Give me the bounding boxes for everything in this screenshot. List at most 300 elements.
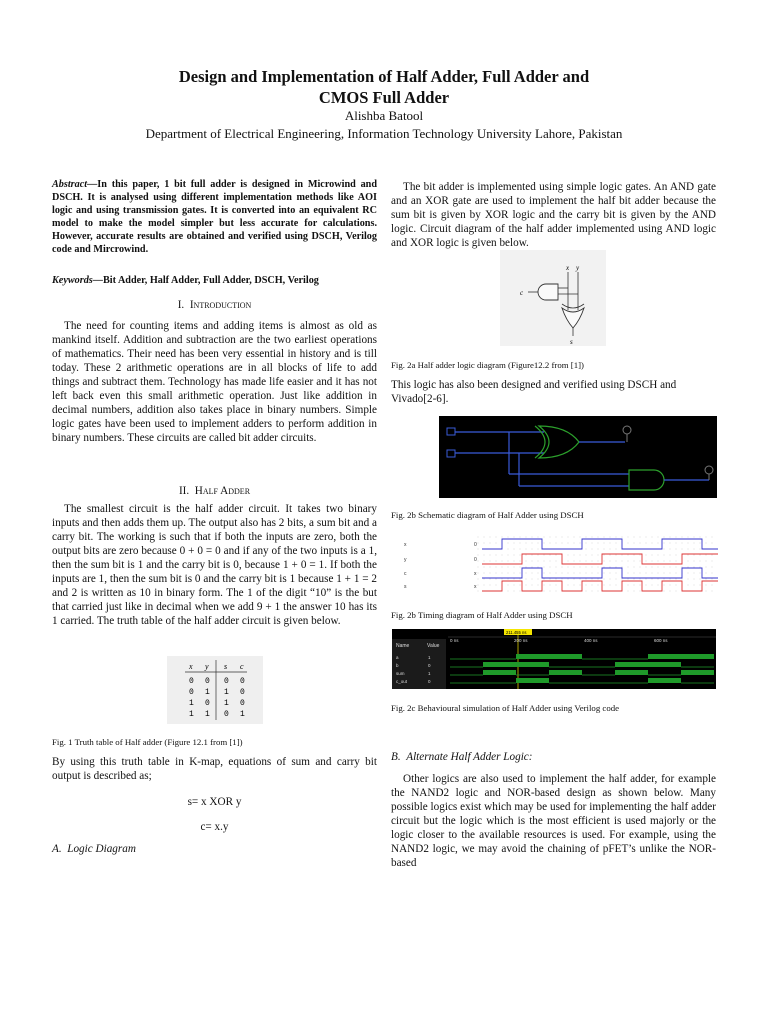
grid-dot — [628, 537, 629, 538]
grid-dot — [676, 591, 677, 592]
grid-dot — [622, 555, 623, 556]
table-cell: 0 — [189, 688, 194, 697]
introduction-paragraph: The need for counting items and adding items is almost as old as mankind itself. Addition and subtraction are the two earliest operations of mathematics. Their need has been very essential in history and is till today. These 2 arithmetic operations are in all blocks of life to add things and subtract them. Technology has made life easier and it has not left back even this small arithmetic operation. Just like addition in decimal numbers, addition also takes place in binary numbers. Simple logic gates have been used to implement adders to perform addition in binary numbers. These circuits are called bit adder circuits. — [52, 320, 377, 444]
grid-dot — [556, 591, 557, 592]
grid-dot — [652, 567, 653, 568]
grid-dot — [700, 555, 701, 556]
signal-name: c_out — [396, 679, 408, 684]
grid-dot — [556, 585, 557, 586]
grid-dot — [670, 537, 671, 538]
signal-name: sum — [396, 671, 405, 676]
grid-dot — [526, 543, 527, 544]
grid-dot — [664, 579, 665, 580]
grid-dot — [646, 573, 647, 574]
grid-dot — [658, 573, 659, 574]
grid-dot — [628, 555, 629, 556]
grid-dot — [664, 543, 665, 544]
grid-dot — [598, 591, 599, 592]
grid-dot — [622, 561, 623, 562]
grid-dot — [568, 561, 569, 562]
grid-dot — [712, 543, 713, 544]
grid-dot — [538, 567, 539, 568]
right-intro-paragraph: The bit adder is implemented using simple logic gates. An AND gate and an XOR gate are used to implement the half bit adder because the sum bit is given by XOR logic and the carry bit is given by the AND logic. Circuit diagram of the half adder implemented using AND logic and XOR logic is given below. — [391, 181, 716, 249]
grid-dot — [574, 537, 575, 538]
keywords-text: Bit Adder, Half Adder, Full Adder, DSCH, Verilog — [102, 275, 319, 286]
grid-dot — [514, 579, 515, 580]
figure-2c-caption: Fig. 2c Behavioural simulation of Half Adder using Verilog code — [391, 703, 620, 713]
grid-dot — [610, 537, 611, 538]
grid-dot — [712, 573, 713, 574]
grid-dot — [706, 567, 707, 568]
grid-dot — [622, 567, 623, 568]
grid-dot — [664, 555, 665, 556]
grid-dot — [514, 585, 515, 586]
grid-dot — [526, 585, 527, 586]
grid-dot — [526, 567, 527, 568]
grid-dot — [484, 561, 485, 562]
grid-dot — [592, 543, 593, 544]
grid-dot — [532, 573, 533, 574]
logic-diagram-graphic — [500, 250, 606, 346]
grid-dot — [550, 573, 551, 574]
figure-2b-timing-caption: Fig. 2b Timing diagram of Half Adder using DSCH — [391, 610, 573, 620]
grid-dot — [502, 537, 503, 538]
grid-dot — [586, 567, 587, 568]
time-label: 600 ns — [654, 638, 668, 643]
grid-dot — [676, 555, 677, 556]
timing-signal-name: s — [404, 584, 407, 590]
grid-dot — [580, 573, 581, 574]
table-cell: 0 — [205, 677, 210, 686]
grid-dot — [688, 543, 689, 544]
signal-value: 1 — [428, 655, 431, 660]
grid-dot — [706, 591, 707, 592]
grid-dot — [664, 561, 665, 562]
grid-dot — [682, 549, 683, 550]
grid-dot — [610, 543, 611, 544]
grid-dot — [706, 573, 707, 574]
grid-dot — [688, 549, 689, 550]
grid-dot — [544, 543, 545, 544]
grid-dot — [490, 579, 491, 580]
signal-high-segment — [549, 654, 582, 659]
grid-dot — [508, 573, 509, 574]
grid-dot — [496, 543, 497, 544]
table-cell: 1 — [224, 688, 229, 697]
cursor-time-label: 211.455 ns — [506, 630, 527, 635]
grid-dot — [694, 543, 695, 544]
grid-dot — [532, 537, 533, 538]
grid-dot — [538, 561, 539, 562]
grid-dot — [520, 561, 521, 562]
timing-graphic — [398, 533, 718, 597]
output-c-label: c — [520, 289, 524, 297]
grid-dot — [598, 567, 599, 568]
grid-dot — [586, 591, 587, 592]
grid-dot — [562, 567, 563, 568]
grid-dot — [484, 537, 485, 538]
signal-value: 0 — [428, 679, 431, 684]
grid-dot — [640, 567, 641, 568]
dsch-paragraph — [391, 378, 716, 406]
signal-value: 0 — [428, 663, 431, 668]
section-number: I. — [177, 299, 185, 311]
grid-dot — [490, 561, 491, 562]
grid-dot — [622, 537, 623, 538]
grid-dot — [664, 549, 665, 550]
grid-dot — [646, 579, 647, 580]
grid-dot — [550, 585, 551, 586]
grid-dot — [532, 579, 533, 580]
grid-dot — [700, 567, 701, 568]
grid-dot — [634, 585, 635, 586]
grid-dot — [598, 579, 599, 580]
table-header-cell: y — [205, 662, 209, 671]
grid-dot — [706, 555, 707, 556]
grid-dot — [634, 555, 635, 556]
grid-dot — [538, 585, 539, 586]
grid-dot — [568, 573, 569, 574]
grid-dot — [616, 549, 617, 550]
grid-dot — [604, 561, 605, 562]
grid-dot — [670, 555, 671, 556]
introduction-body — [52, 319, 377, 445]
grid-dot — [634, 573, 635, 574]
grid-dot — [676, 543, 677, 544]
grid-dot — [676, 537, 677, 538]
grid-dot — [640, 537, 641, 538]
grid-dot — [556, 543, 557, 544]
grid-dot — [670, 549, 671, 550]
grid-dot — [502, 561, 503, 562]
grid-dot — [520, 585, 521, 586]
grid-dot — [604, 567, 605, 568]
grid-dot — [484, 555, 485, 556]
grid-dot — [604, 537, 605, 538]
grid-dot — [574, 585, 575, 586]
grid-dot — [544, 579, 545, 580]
grid-dot — [544, 537, 545, 538]
table-cell: 1 — [205, 688, 210, 697]
grid-dot — [676, 579, 677, 580]
grid-dot — [550, 567, 551, 568]
grid-dot — [610, 549, 611, 550]
section-heading-half-adder — [52, 484, 377, 498]
grid-dot — [574, 573, 575, 574]
grid-dot — [538, 579, 539, 580]
grid-dot — [550, 579, 551, 580]
grid-dot — [670, 591, 671, 592]
grid-dot — [700, 585, 701, 586]
grid-dot — [634, 591, 635, 592]
grid-dot — [568, 555, 569, 556]
grid-dot — [520, 537, 521, 538]
grid-dot — [694, 561, 695, 562]
grid-dot — [598, 573, 599, 574]
grid-dot — [544, 585, 545, 586]
grid-dot — [538, 555, 539, 556]
grid-dot — [478, 549, 479, 550]
abstract — [52, 178, 377, 256]
verilog-simulation-figure — [392, 629, 716, 689]
grid-dot — [598, 537, 599, 538]
grid-dot — [598, 585, 599, 586]
grid-dot — [640, 585, 641, 586]
grid-dot — [658, 555, 659, 556]
grid-dot — [550, 543, 551, 544]
grid-dot — [556, 561, 557, 562]
signal-value: 1 — [428, 671, 431, 676]
grid-dot — [520, 543, 521, 544]
grid-dot — [628, 591, 629, 592]
grid-dot — [670, 543, 671, 544]
grid-dot — [514, 561, 515, 562]
grid-dot — [586, 573, 587, 574]
grid-dot — [712, 567, 713, 568]
grid-dot — [670, 585, 671, 586]
grid-dot — [568, 579, 569, 580]
grid-dot — [646, 561, 647, 562]
grid-dot — [688, 537, 689, 538]
grid-dot — [646, 585, 647, 586]
grid-dot — [484, 585, 485, 586]
grid-dot — [484, 567, 485, 568]
signal-high-segment — [648, 654, 681, 659]
grid-dot — [658, 567, 659, 568]
grid-dot — [682, 537, 683, 538]
grid-dot — [634, 543, 635, 544]
grid-dot — [640, 579, 641, 580]
grid-dot — [562, 537, 563, 538]
schematic-graphic — [439, 416, 717, 498]
grid-dot — [688, 573, 689, 574]
grid-dot — [652, 585, 653, 586]
sum-equation: s= x XOR y — [187, 796, 242, 808]
grid-dot — [478, 591, 479, 592]
grid-dot — [586, 561, 587, 562]
grid-dot — [712, 537, 713, 538]
grid-dot — [592, 561, 593, 562]
grid-dot — [598, 555, 599, 556]
grid-dot — [532, 543, 533, 544]
subsection-number: A. — [52, 843, 62, 855]
timing-signal-name: x — [404, 542, 407, 548]
grid-dot — [592, 549, 593, 550]
grid-dot — [616, 543, 617, 544]
grid-dot — [586, 543, 587, 544]
grid-dot — [514, 537, 515, 538]
grid-dot — [502, 573, 503, 574]
grid-dot — [562, 543, 563, 544]
signal-name: b — [396, 663, 399, 668]
grid-dot — [658, 561, 659, 562]
grid-dot — [664, 591, 665, 592]
grid-dot — [616, 567, 617, 568]
title-line-2: CMOS Full Adder — [318, 88, 450, 107]
grid-dot — [478, 561, 479, 562]
grid-dot — [586, 549, 587, 550]
grid-dot — [574, 555, 575, 556]
kmap-text: By using this truth table in K-map, equations of sum and carry bit output is described as; — [52, 756, 377, 782]
table-cell: 0 — [240, 688, 245, 697]
grid-dot — [712, 591, 713, 592]
grid-dot — [520, 573, 521, 574]
figure-2b-caption: Fig. 2b Schematic diagram of Half Adder using DSCH — [391, 510, 584, 520]
grid-dot — [628, 561, 629, 562]
grid-dot — [628, 567, 629, 568]
grid-dot — [616, 555, 617, 556]
grid-dot — [694, 585, 695, 586]
table-cell: 1 — [205, 710, 210, 719]
signal-high-segment — [681, 654, 714, 659]
input-y-label: y — [576, 264, 580, 272]
grid-dot — [670, 567, 671, 568]
grid-dot — [502, 579, 503, 580]
grid-dot — [478, 573, 479, 574]
xor-gate-curve — [562, 304, 584, 308]
signal-high-segment — [516, 678, 549, 683]
grid-dot — [604, 549, 605, 550]
grid-dot — [700, 579, 701, 580]
grid-dot — [520, 555, 521, 556]
grid-dot — [478, 555, 479, 556]
table-cell: 0 — [240, 677, 245, 686]
xor-gate-shape — [562, 308, 584, 328]
time-label: 400 ns — [584, 638, 598, 643]
abstract-lead: Abstract— — [52, 179, 98, 190]
grid-dot — [556, 579, 557, 580]
table-cell: 0 — [240, 699, 245, 708]
grid-dot — [580, 579, 581, 580]
title-line-1: Design and Implementation of Half Adder, Full Adder and — [178, 67, 590, 86]
grid-dot — [544, 567, 545, 568]
grid-dot — [538, 543, 539, 544]
grid-dot — [658, 579, 659, 580]
grid-dot — [574, 561, 575, 562]
grid-dot — [676, 585, 677, 586]
grid-dot — [616, 561, 617, 562]
grid-dot — [496, 555, 497, 556]
grid-dot — [706, 543, 707, 544]
signal-high-segment — [615, 662, 648, 667]
grid-dot — [586, 579, 587, 580]
grid-dot — [580, 585, 581, 586]
grid-dot — [556, 567, 557, 568]
grid-dot — [640, 561, 641, 562]
grid-dot — [550, 561, 551, 562]
grid-dot — [640, 573, 641, 574]
grid-dot — [520, 591, 521, 592]
grid-dot — [700, 561, 701, 562]
table-header-cell: c — [240, 662, 244, 671]
truth-table-graphic — [167, 656, 263, 724]
grid-dot — [712, 579, 713, 580]
table-cell: 1 — [240, 710, 245, 719]
grid-dot — [550, 555, 551, 556]
dsch-schematic-figure — [439, 416, 717, 498]
grid-dot — [574, 579, 575, 580]
grid-dot — [682, 567, 683, 568]
grid-dot — [694, 573, 695, 574]
signal-high-segment — [681, 670, 714, 675]
grid-dot — [592, 573, 593, 574]
grid-dot — [694, 555, 695, 556]
grid-dot — [586, 537, 587, 538]
grid-dot — [652, 537, 653, 538]
grid-dot — [610, 579, 611, 580]
grid-dot — [634, 567, 635, 568]
grid-dot — [496, 537, 497, 538]
time-label: 0 ns — [450, 638, 459, 643]
time-label: 200 ns — [514, 638, 528, 643]
subsection-number: B. — [391, 751, 401, 763]
timing-signal-value: 0 — [474, 557, 477, 563]
grid-dot — [490, 543, 491, 544]
grid-dot — [694, 579, 695, 580]
grid-dot — [568, 543, 569, 544]
grid-dot — [640, 591, 641, 592]
grid-dot — [610, 573, 611, 574]
grid-dot — [646, 537, 647, 538]
grid-dot — [490, 567, 491, 568]
grid-dot — [580, 561, 581, 562]
simulation-graphic — [392, 629, 716, 689]
grid-dot — [490, 585, 491, 586]
section-title: Introduction — [189, 299, 252, 311]
subsection-alternate-logic — [391, 750, 716, 764]
grid-dot — [712, 561, 713, 562]
figure-2a-caption: Fig. 2a Half adder logic diagram (Figure12.2 from [1]) — [391, 360, 584, 370]
carry-equation: c= x.y — [200, 821, 229, 833]
grid-dot — [580, 555, 581, 556]
grid-dot — [544, 591, 545, 592]
signal-high-segment — [483, 670, 516, 675]
grid-dot — [628, 543, 629, 544]
grid-dot — [538, 549, 539, 550]
grid-dot — [646, 543, 647, 544]
grid-dot — [688, 555, 689, 556]
grid-dot — [622, 579, 623, 580]
table-cell: 1 — [189, 699, 194, 708]
grid-dot — [688, 561, 689, 562]
grid-dot — [562, 573, 563, 574]
grid-dot — [604, 543, 605, 544]
grid-dot — [610, 585, 611, 586]
grid-dot — [508, 549, 509, 550]
timing-signal-value: x — [474, 571, 477, 577]
grid-dot — [514, 549, 515, 550]
input-x-label: x — [566, 264, 570, 272]
alternate-logic-paragraph: Other logics are also used to implement the half adder, for example the NAND2 logic and NOR-based design as shown below. Many possible logics exist which may be used for implementing the half adder circuit but the logic which is the most efficient is used majorly or the logic closer to the available resources is used. For example, using the NAND2 logic, we may avoid the chaining of pFET’s unlike the NOR-based — [391, 773, 716, 869]
timing-signal-name: y — [404, 557, 407, 563]
grid-dot — [640, 555, 641, 556]
grid-dot — [700, 549, 701, 550]
grid-dot — [592, 555, 593, 556]
grid-dot — [634, 537, 635, 538]
figure-1-caption: Fig. 1 Truth table of Half adder (Figure 12.1 from [1]) — [52, 737, 243, 747]
grid-dot — [556, 537, 557, 538]
grid-dot — [700, 543, 701, 544]
half-adder-logic-figure — [500, 250, 606, 346]
grid-dot — [676, 573, 677, 574]
grid-dot — [496, 561, 497, 562]
truth-table-body — [189, 677, 245, 719]
grid-dot — [508, 579, 509, 580]
grid-dot — [652, 579, 653, 580]
grid-dot — [586, 585, 587, 586]
signal-name: a — [396, 655, 399, 660]
grid-dot — [580, 543, 581, 544]
